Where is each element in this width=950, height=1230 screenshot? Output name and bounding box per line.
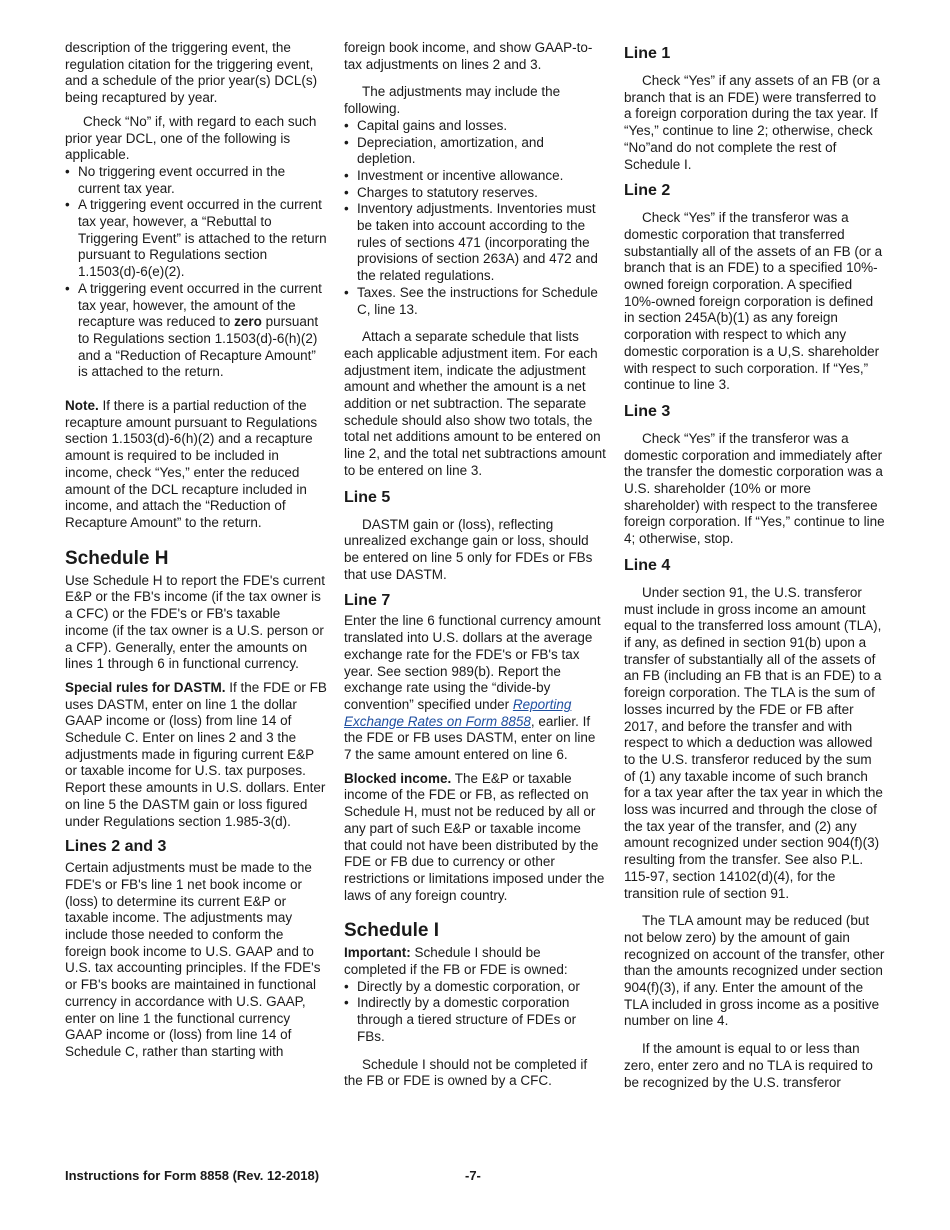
section-heading: Schedule H — [65, 547, 169, 569]
run-in-heading: Important: — [344, 945, 411, 961]
page-footer — [65, 1168, 885, 1183]
paragraph: Check “Yes” if the transferor was a domestic corporation and immediately after the transfer the domestic corporation was a U.S. shareholder (10% or more shareholder) with respect to the transferee foreign corporation. If “Yes,” continue to line 4; otherwise, stop. — [624, 430, 885, 547]
paragraph: Certain adjustments must be made to the FDE's or FB's line 1 net book income or (loss) to determine its current E&P or taxable income. The adjustments may include those needed to conform the foreign book income to U.S. GAAP and to U.S. tax accounting principles. If the FDE's or FB's books are maintained in functional currency in accordance with U.S. GAAP, enter on line 1 the functional currency GAAP income or (loss) from line 14 of Schedule C, rather than starting with — [65, 860, 321, 1059]
note-text: If there is a partial reduction of the recapture amount pursuant to Regulations section 1.1503(d)-6(h)(2) and a recapture amount is required to be included in income, check “Yes,” enter the reduced amount of the DCL recapture included in income, and attach the “Reduction of Recapture Amount” to the return. — [65, 398, 318, 530]
bullet-item: • A triggering event occurred in the current tax year, however, a “Rebuttal to Triggering Event” is attached to the return pursuant to Regulations section 1.1503(d)-6(e)(2). — [65, 197, 327, 281]
bullet-item — [65, 281, 327, 381]
subsection-heading: Line 3 — [624, 402, 671, 420]
bullet-item: • Depreciation, amortization, and depletion. — [344, 135, 606, 168]
paragraph: Under section 91, the U.S. transferor must include in gross income an amount equal to the transferred loss amount (TLA), if any, as defined in section 91(b) upon a transfer of substantially all of the assets of an FB (including an FB that is an FDE) to a foreign corporation. The TLA is the sum of losses incurred by the FDE or FB after 2017, and before the transfer and with respect to which a deduction was allowed to the U.S. transferor reduced by the sum of (1) any taxable income of such branch for a tax year after the tax year in which the loss was incurred and through the close of the tax year of the transfer, and (2) any amount recognized under section 904(f)(3) resulting from the transfer. See also P.L. 115-97, section 14102(d)(4), for the transition rule of section 91. — [624, 584, 883, 901]
run-in-heading: Blocked income. — [344, 770, 452, 786]
paragraph: Check “Yes” if the transferor was a domestic corporation that transferred substantially all of the assets of an FB (or a branch that is an FDE) to a specified 10%-owned foreign corporation. A specified 10%-owned foreign corporation is defined in section 245A(b)(1) as any foreign corporation with respect to which any domestic corporation is a U,S. shareholder with respect to such corporation. If “Yes,” continue to line 3. — [624, 210, 883, 393]
subsection-heading: Line 4 — [624, 556, 671, 574]
paragraph: If the amount is equal to or less than zero, enter zero and no TLA is required to be recognized by the U.S. transferor — [624, 1041, 873, 1090]
paragraph-text: , earlier. If the FDE or FB uses DASTM, enter on line 7 the same amount entered on line 6. — [344, 713, 596, 763]
subsection-heading: Line 2 — [624, 182, 671, 200]
paragraph-text: Enter the line 6 functional currency amount translated into U.S. dollars at the average exchange rate for the FDE's or FB's tax year. See section 989(b). Report the exchange rate using the “divide-by convention” specified under — [344, 613, 601, 712]
column-3 — [624, 44, 886, 1098]
bullet-item: • No triggering event occurred in the current tax year. — [65, 164, 327, 197]
paragraph: The TLA amount may be reduced (but not below zero) by the amount of gain recognized on account of the transfer, other than the amounts recognized under section 904(f)(3), if any. Enter the amount of the TLA included in gross income as a positive number on line 4. — [624, 913, 885, 1029]
note-label: Note. — [65, 398, 99, 414]
bold-word: zero — [234, 314, 262, 330]
bullet-item: • Capital gains and losses. — [344, 118, 606, 135]
run-in-heading: Special rules for DASTM. — [65, 679, 226, 695]
subsection-heading: Line 5 — [344, 488, 391, 506]
reporting-exchange-rates-link[interactable]: Reporting Exchange Rates on Form 8858 — [344, 696, 572, 729]
paragraph: DASTM gain or (loss), reflecting unrealized exchange gain or loss, should be entered on line 5 only for FDEs or FBs that use DASTM. — [344, 516, 593, 582]
paragraph: Check “Yes” if any assets of an FB (or a branch that is an FDE) were transferred to a foreign corporation during the tax year. If “Yes,” continue to line 2; otherwise, check “No”and do not complete the rest of Schedule I. — [624, 73, 881, 172]
bullet-item: • Indirectly by a domestic corporation through a tiered structure of FDEs or FBs. — [344, 995, 606, 1045]
section-heading: Schedule I — [344, 920, 440, 942]
paragraph: Use Schedule H to report the FDE's current E&P or the FB's income (if the tax owner is a CFC) or the FDE's or FB's taxable income (if the tax owner is a U.S. person or a CFP). Generally, enter the amounts on lines 1 through 6 in functional currency. — [65, 572, 325, 672]
paragraph: foreign book income, and show GAAP-to-tax adjustments on lines 2 and 3. — [344, 40, 593, 72]
bullet-item: • Directly by a domestic corporation, or — [344, 979, 606, 996]
paragraph — [344, 613, 606, 763]
subsection-heading: Lines 2 and 3 — [65, 838, 167, 856]
bullet-item: • Taxes. See the instructions for Schedule C, line 13. — [344, 285, 606, 318]
bullet-text: pursuant to Regulations section 1.1503(d)-6(h)(2) and a “Reduction of Recapture Amount” is attached to the return. — [78, 314, 319, 380]
column-2 — [344, 40, 606, 1097]
bullet-item: • Charges to statutory reserves. — [344, 185, 606, 202]
paragraph: description of the triggering event, the regulation citation for the triggering event, and a schedule of the prior year(s) DCL(s) being recaptured by year. — [65, 40, 318, 106]
paragraph: The adjustments may include the following. — [344, 84, 561, 117]
subsection-heading: Line 1 — [624, 45, 671, 62]
note-paragraph — [65, 398, 327, 532]
paragraph — [344, 771, 606, 905]
paragraph-text: The E&P or taxable income of the FDE or FB, as reflected on Schedule H, must not be reduced by all or any part of such E&P or taxable income that could not have been distributed by the FDE or FB due to currency or other restrictions or limitations imposed under the laws of any foreign country. — [344, 770, 605, 903]
paragraph: Check “No” if, with regard to each such prior year DCL, one of the following is applicable. — [65, 113, 317, 163]
paragraph-text: Schedule I should be completed if the FB or FDE is owned: — [344, 945, 568, 978]
form-title: Instructions for Form 8858 (Rev. 12-2018) — [65, 1168, 320, 1183]
paragraph — [65, 680, 327, 830]
subsection-heading: Line 7 — [344, 592, 391, 610]
column-1 — [65, 40, 327, 1068]
paragraph — [344, 945, 606, 978]
bullet-item: • Investment or incentive allowance. — [344, 168, 606, 185]
bullet-item: • Inventory adjustments. Inventories must be taken into account according to the rules of sections 471 (incorporating the provisions of section 263A) and 472 and the related regulations. — [344, 201, 606, 285]
paragraph-text: If the FDE or FB uses DASTM, enter on line 1 the dollar GAAP income or (loss) from line 14 of Schedule C. Enter on lines 2 and 3 the adjustments made in figuring current E&P or taxable income for U.S. tax purposes. Report these amounts in U.S. dollars. Enter on line 5 the DASTM gain or loss figured under Regulations section 1.985-3(d). — [65, 679, 327, 829]
bullet-text: A triggering event occurred in the current tax year, however, the amount of the recapture was reduced to — [78, 280, 322, 330]
page-number: -7- — [465, 1168, 481, 1183]
paragraph: Attach a separate schedule that lists each applicable adjustment item. For each adjustment item, indicate the adjustment amount and whether the amount is a net addition or net subtraction. The separate schedule should also show two totals, the total net additions amount to be entered on line 2, and the total net subtractions amount to be entered on line 3. — [344, 329, 606, 478]
paragraph: Schedule I should not be completed if the FB or FDE is owned by a CFC. — [344, 1056, 588, 1089]
